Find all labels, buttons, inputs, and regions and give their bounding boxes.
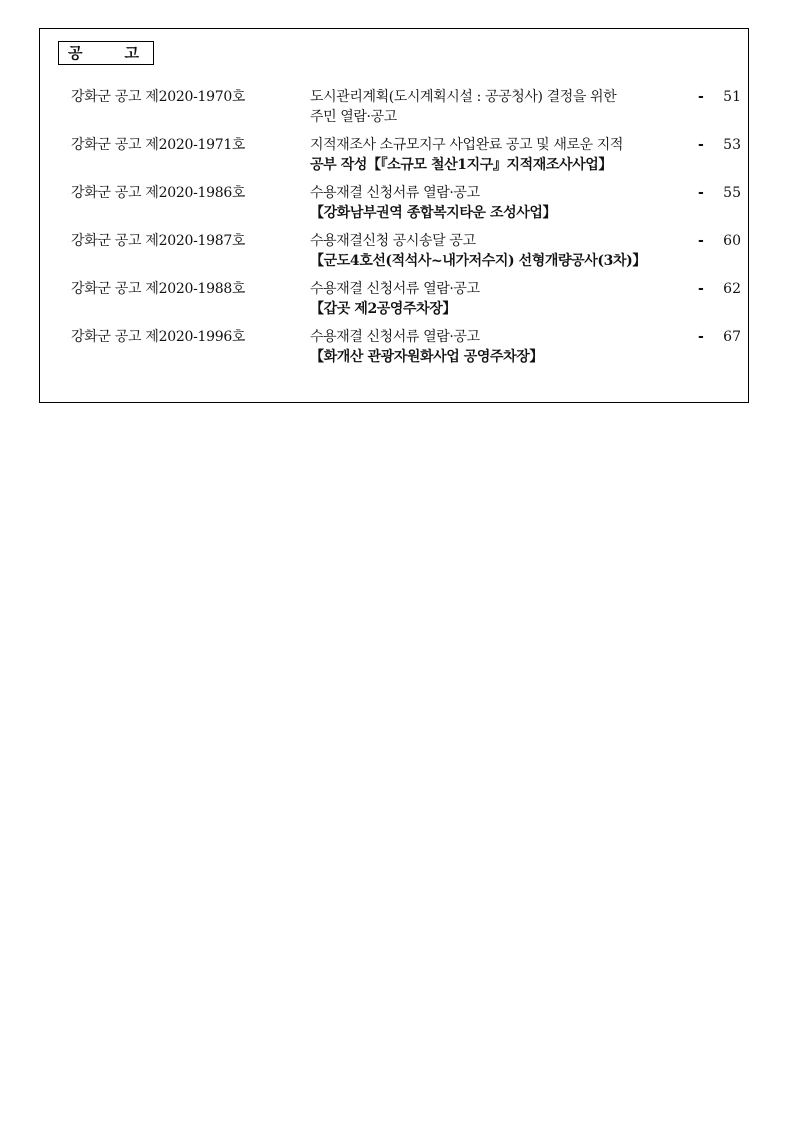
- notice-entry[interactable]: [71, 87, 741, 135]
- page-dash: -: [698, 89, 704, 105]
- notice-title-line1: 수용재결 신청서류 열람·공고: [310, 329, 480, 345]
- notice-entry[interactable]: [71, 135, 741, 183]
- page-number: 60: [723, 233, 741, 249]
- notice-number: 강화군 공고 제2020-1971호: [71, 137, 246, 153]
- notice-entry-list: [71, 87, 741, 375]
- notice-title: [310, 135, 700, 175]
- notice-title-line1: 지적재조사 소규모지구 사업완료 공고 및 새로운 지적: [310, 137, 624, 153]
- page-dash: -: [698, 233, 704, 249]
- notice-number: 강화군 공고 제2020-1996호: [71, 329, 246, 345]
- page-number: 67: [723, 329, 741, 345]
- notice-title-line2: 【갑곳 제2공영주차장】: [310, 301, 457, 317]
- notice-title: [310, 87, 700, 127]
- notice-title-line1: 수용재결 신청서류 열람·공고: [310, 185, 480, 201]
- notice-entry[interactable]: [71, 279, 741, 327]
- page-number: 53: [723, 137, 741, 153]
- notice-title: [310, 279, 700, 319]
- section-label-right: 고: [124, 43, 139, 62]
- page-dash: -: [698, 137, 704, 153]
- notice-index-frame: [39, 28, 749, 403]
- notice-title-line1: 수용재결신청 공시송달 공고: [310, 233, 476, 249]
- notice-title-line1: 수용재결 신청서류 열람·공고: [310, 281, 480, 297]
- page-number: 55: [723, 185, 741, 201]
- notice-entry[interactable]: [71, 183, 741, 231]
- page-dash: -: [698, 281, 704, 297]
- notice-number: 강화군 공고 제2020-1987호: [71, 233, 246, 249]
- notice-title: [310, 231, 700, 271]
- notice-title-line2: 【화개산 관광자원화사업 공영주차장】: [310, 349, 544, 365]
- notice-entry[interactable]: [71, 231, 741, 279]
- notice-title: [310, 327, 700, 367]
- page-dash: -: [698, 329, 704, 345]
- notice-title-line2: 주민 열람·공고: [310, 109, 397, 125]
- notice-title-line2: 【강화남부권역 종합복지타운 조성사업】: [310, 205, 557, 221]
- notice-entry[interactable]: [71, 327, 741, 375]
- section-label-notice: [58, 41, 154, 65]
- notice-title: [310, 183, 700, 223]
- notice-number: 강화군 공고 제2020-1970호: [71, 89, 246, 105]
- page-number: 51: [723, 89, 741, 105]
- page-number: 62: [723, 281, 741, 297]
- notice-number: 강화군 공고 제2020-1986호: [71, 185, 246, 201]
- notice-title-line2: 공부 작성【『소규모 철산1지구』지적재조사사업】: [310, 157, 612, 173]
- page-dash: -: [698, 185, 704, 201]
- notice-title-line1: 도시관리계획(도시계획시설 : 공공청사) 결정을 위한: [310, 89, 617, 105]
- notice-title-line2: 【군도4호선(적석사~내가저수지) 선형개량공사(3차)】: [310, 253, 646, 269]
- notice-number: 강화군 공고 제2020-1988호: [71, 281, 246, 297]
- section-label-left: 공: [68, 43, 83, 62]
